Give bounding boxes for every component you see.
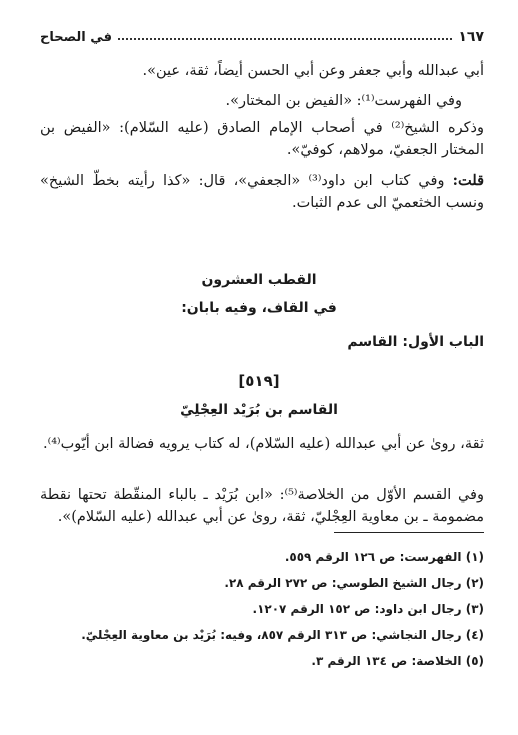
section-heading: القطب العشرون (201, 272, 317, 288)
paragraph-2: وفي الفهرست⁽¹⁾: «الفيض بن المختار». (225, 93, 462, 109)
footnote-4: (٤) رجال النجاشي: ص ٣١٣ الرقم ٨٥٧، وفيه: بُرَيْد بن معاوية العِجْليّ. (81, 628, 484, 642)
header-dot-leader (118, 38, 452, 40)
paragraph-4 (40, 170, 484, 214)
page-number: ١٦٧ (458, 29, 484, 45)
footnote-separator (334, 532, 484, 533)
footnote-3: (٣) رجال ابن داود: ص ١٥٢ الرقم ١٢٠٧. (252, 602, 484, 616)
entry-number: [٥١٩] (238, 372, 280, 390)
section-subheading: في القاف، وفيه بابان: (181, 300, 337, 316)
footnote-2: (٢) رجال الشيخ الطوسي: ص ٢٧٢ الرقم ٢٨. (224, 576, 484, 590)
paragraph-4-text: وفي كتاب ابن داود⁽³⁾ «الجعفي»، قال: «كذا رأيته بخطّ الشيخ» ونسب الخثعميّ الى عدم الثبات. (40, 173, 484, 211)
entry-paragraph-2: وفي القسم الأوّل من الخلاصة⁽⁵⁾: «ابن بُرَيْد ـ بالباء المنقّطة تحتها نقطة مضمومة ـ بن معاوية العِجْليّ، ثقة، روىٰ عن أبي عبدالله (عليه السّلام)». (40, 487, 484, 525)
paragraph-3: وذكره الشيخ⁽²⁾ في أصحاب الإمام الصادق (عليه السّلام): «الفيض بن المختار الجعفيّ، مولاهم، كوفيّ». (40, 120, 484, 158)
footnote-5: (٥) الخلاصة: ص ١٣٤ الرقم ٣. (311, 654, 484, 668)
running-header (40, 26, 484, 48)
footnote-1: (١) الفهرست: ص ١٢٦ الرقم ٥٥٩. (284, 550, 484, 564)
header-title: في الصحاح (40, 29, 112, 45)
entry-title: القاسم بن بُرَيْد العِجْلِيّ (180, 402, 338, 418)
paragraph-4-lead: قلت: (452, 172, 484, 189)
paragraph-1: أبي عبدالله وأبي جعفر وعن أبي الحسن أيضاً، ثقة، عين». (142, 63, 484, 79)
chapter-heading: الباب الأول: القاسم (347, 334, 484, 350)
entry-paragraph-1: ثقة، روىٰ عن أبي عبدالله (عليه السّلام)، له كتاب يرويه فضالة ابن أيّوب⁽⁴⁾. (43, 436, 484, 452)
